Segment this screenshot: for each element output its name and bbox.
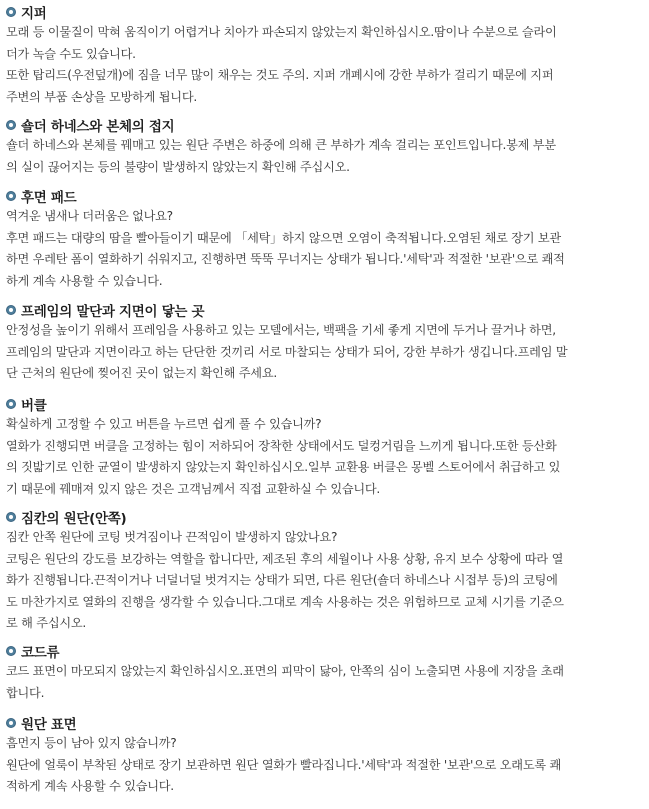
body-line: 확실하게 고정할 수 있고 버튼을 누르면 쉽게 풀 수 있습니까?: [6, 417, 322, 431]
section-body: [6, 527, 644, 635]
section-body: [6, 661, 644, 704]
section-title: 원단 표면: [21, 717, 77, 733]
section-body: [6, 206, 644, 292]
section-heading: [6, 115, 174, 135]
section-title: 지퍼: [21, 6, 47, 22]
body-line: 주변의 부품 손상을 모방하게 됩니다.: [6, 89, 197, 104]
body-line: 하면 우레탄 폼이 열화하기 쉬워지고, 진행하면 뚝뚝 무너지는 상태가 됩니다.'세탁'과 적절한 '보관'으로 쾌적: [6, 252, 565, 266]
bullet-icon: [6, 305, 16, 315]
bullet-icon: [6, 646, 16, 656]
bullet-icon: [6, 718, 16, 728]
body-line: 열화가 진행되면 버클을 고정하는 힘이 저하되어 장착한 상태에서도 덜컹거림을 느끼게 됩니다.또한 등산화: [6, 438, 557, 453]
body-line: 역겨운 냄새나 더러움은 없나요?: [6, 209, 173, 223]
section-title: 숄더 하네스와 본체의 접지: [21, 119, 175, 135]
body-line: 흠먼지 등이 남아 있지 않습니까?: [6, 736, 177, 750]
body-line: 더가 녹슬 수도 있습니다.: [6, 46, 136, 61]
body-line: 로 해 주십시오.: [6, 616, 87, 630]
body-line: 화가 진행됩니다.끈적이거나 너덜너덜 벗겨지는 상태가 되면, 다른 원단(숄더 하네스나 시접부 등)의 코팅에: [6, 573, 558, 587]
body-line: 기 때문에 꿰매져 있지 않은 것은 고객님께서 직접 교환하실 수 있습니다.: [6, 481, 381, 496]
section-title: 프레임의 말단과 지면이 닿는 곳: [21, 304, 205, 320]
section-title: 후면 패드: [21, 190, 77, 206]
section-heading: [6, 186, 76, 206]
body-line: 하게 계속 사용할 수 있습니다.: [6, 273, 163, 288]
body-line: 숄더 하네스와 본체를 꿰매고 있는 원단 주변은 하중에 의해 큰 부하가 계속 걸리는 포인트입니다.봉제 부분: [6, 138, 556, 152]
section-heading: [6, 507, 126, 527]
body-line: 적하게 계속 사용할 수 있습니다.: [6, 779, 174, 793]
body-line: 프레임의 말단과 지면이라고 하는 단단한 것끼리 서로 마찰되는 상태가 되어, 강한 부하가 생깁니다.프레임 말: [6, 344, 568, 359]
section-body: [6, 22, 644, 108]
bullet-icon: [6, 512, 16, 522]
section-title: 짐칸의 원단(안쪽): [21, 511, 127, 527]
body-line: 합니다.: [6, 685, 45, 700]
body-line: 모래 등 이물질이 막혀 움직이기 어렵거나 치아가 파손되지 않았는지 확인하십시오.땀이나 수분으로 슬라이: [6, 25, 557, 39]
section-body: [6, 135, 644, 178]
section-heading: [6, 641, 59, 661]
bullet-icon: [6, 191, 16, 201]
section-title: 버클: [21, 398, 47, 414]
section-heading: [6, 394, 46, 414]
section-body: [6, 414, 644, 500]
bullet-icon: [6, 7, 16, 17]
body-line: 의 실이 끊어지는 등의 불량이 발생하지 않았는지 확인해 주십시오.: [6, 159, 350, 174]
section-title: 코드류: [21, 645, 60, 661]
body-line: 안정성을 높이기 위해서 프레임을 사용하고 있는 모델에서는, 백팩을 기세 좋게 지면에 두거나 끌거나 하면,: [6, 323, 556, 337]
body-line: 코팅은 원단의 강도를 보강하는 역할을 합니다만, 제조된 후의 세월이나 사용 상황, 유지 보수 상황에 따라 열: [6, 551, 564, 566]
body-line: 원단에 얼룩이 부착된 상태로 장기 보관하면 원단 열화가 빨라집니다.'세탁'과 적절한 '보관'으로 오래도록 쾌: [6, 757, 562, 772]
body-line: 짐칸 안쪽 원단에 코팅 벗겨짐이나 끈적임이 발생하지 않았나요?: [6, 530, 338, 544]
body-line: 후면 패드는 대량의 땀을 빨아들이기 때문에 「세탁」하지 않으면 오염이 축적됩니다.오염된 채로 장기 보관: [6, 230, 561, 245]
body-line: 도 마찬가지로 열화의 진행을 생각할 수 있습니다.그대로 계속 사용하는 것은 위험하므로 교체 시기를 기준으: [6, 594, 564, 609]
section-body: [6, 320, 644, 385]
section-heading: [6, 713, 76, 733]
bullet-icon: [6, 399, 16, 409]
section-heading: [6, 2, 46, 22]
section-heading: [6, 300, 204, 320]
body-line: 의 짓밟기로 인한 균열이 발생하지 않았는지 확인하십시오.일부 교환용 버클은 몽벨 스토어에서 취급하고 있: [6, 460, 561, 474]
body-line: 단 근처의 원단에 찢어진 곳이 없는지 확인해 주세요.: [6, 366, 277, 380]
body-line: 코드 표면이 마모되지 않았는지 확인하십시오.표면의 피막이 닳아, 안쪽의 심이 노출되면 사용에 지장을 초래: [6, 664, 564, 678]
bullet-icon: [6, 120, 16, 130]
body-line: 또한 탑리드(우전덮개)에 짐을 너무 많이 채우는 것도 주의. 지퍼 개폐시에 강한 부하가 걸리기 때문에 지퍼: [6, 68, 554, 82]
section-body: [6, 733, 644, 798]
